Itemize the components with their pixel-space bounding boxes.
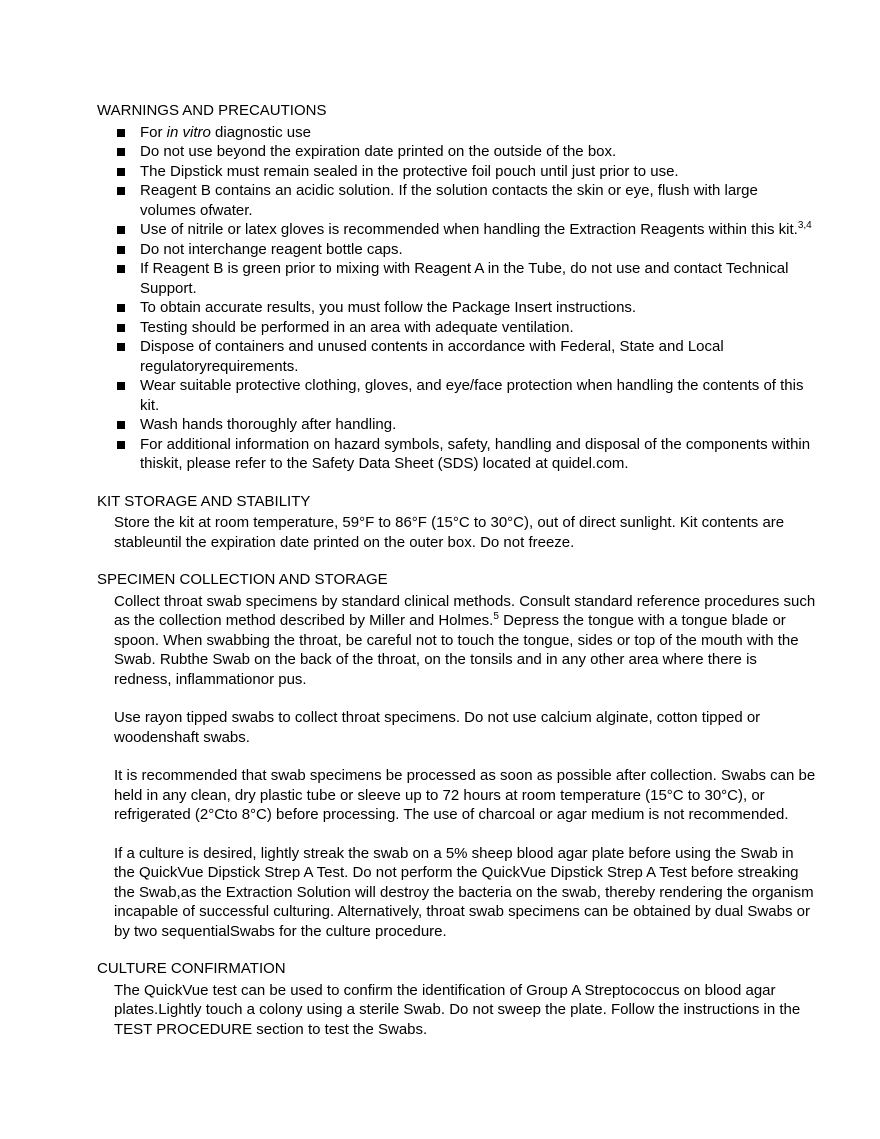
paragraph-part: Collect throat swab specimens by standard clinical methods. Consult standard reference procedures such as the collection method described by Miller and Holmes.	[114, 592, 816, 629]
square-bullet-icon	[117, 421, 125, 429]
list-item	[117, 435, 816, 474]
warnings-bullet-list	[97, 123, 816, 474]
bullet-text: Do not interchange reagent bottle caps.	[140, 240, 403, 258]
list-item	[117, 376, 816, 415]
bullet-text: Dispose of containers and unused contents in accordance with Federal, State and Local regulatoryrequirements.	[140, 338, 724, 375]
list-item	[117, 181, 816, 220]
square-bullet-icon	[117, 246, 125, 254]
bullet-text-part: diagnostic use	[210, 123, 311, 141]
section-culture	[97, 959, 816, 1039]
kit-storage-paragraph: Store the kit at room temperature, 59°F to 86°F (15°C to 30°C), out of direct sunlight. Kit contents are stableuntil the expiration date printed on the outer box. Do not freeze.	[114, 514, 785, 551]
square-bullet-icon	[117, 148, 125, 156]
section-kit-storage	[97, 492, 816, 553]
bullet-text-part: Use of nitrile or latex gloves is recommended when handling the Extraction Reagents within this kit.	[140, 221, 798, 238]
list-item	[117, 162, 816, 182]
bullet-text: The Dipstick must remain sealed in the protective foil pouch until just prior to use.	[140, 162, 679, 180]
section-warnings	[97, 101, 816, 474]
square-bullet-icon	[117, 226, 125, 234]
list-item	[117, 318, 816, 338]
footnote-reference: 3,4	[797, 220, 812, 231]
specimen-paragraph-3: It is recommended that swab specimens be processed as soon as possible after collection. Swabs can be held in any clean, dry plastic tube or sleeve up to 72 hours at room temperature (15°C to 30°C), or refrigerated (2°Cto 8°C) before processing. The use of charcoal or agar medium is not recommended.	[114, 767, 816, 823]
bullet-text-part: For	[140, 123, 167, 141]
list-item	[117, 298, 816, 318]
square-bullet-icon	[117, 382, 125, 390]
bullet-text: Do not use beyond the expiration date printed on the outside of the box.	[140, 143, 617, 160]
list-item	[117, 337, 816, 376]
bullet-text-italic: in vitro	[166, 123, 211, 141]
bullet-text: For additional information on hazard symbols, safety, handling and disposal of the components within thiskit, please refer to the Safety Data Sheet (SDS) located at quidel.com.	[140, 435, 811, 472]
list-item	[117, 240, 816, 260]
square-bullet-icon	[117, 324, 125, 332]
list-item	[117, 142, 816, 162]
list-item	[117, 123, 816, 143]
section-heading-warnings: WARNINGS AND PRECAUTIONS	[97, 102, 327, 119]
square-bullet-icon	[117, 304, 125, 312]
culture-paragraph: The QuickVue test can be used to confirm the identification of Group A Streptococcus on blood agar plates.Lightly touch a colony using a sterile Swab. Do not sweep the plate. Follow the instructions in the TEST PROCEDURE section to test the Swabs.	[114, 981, 801, 1038]
list-item	[117, 259, 816, 298]
square-bullet-icon	[117, 129, 125, 137]
square-bullet-icon	[117, 187, 125, 195]
footnote-reference: 5	[493, 611, 499, 622]
bullet-text	[140, 123, 816, 143]
bullet-text: Testing should be performed in an area with adequate ventilation.	[140, 318, 574, 336]
section-specimen	[97, 570, 816, 941]
square-bullet-icon	[117, 441, 125, 449]
list-item	[117, 415, 816, 435]
section-heading-culture: CULTURE CONFIRMATION	[97, 960, 286, 977]
bullet-text: If Reagent B is green prior to mixing with Reagent A in the Tube, do not use and contact Technical Support.	[140, 260, 789, 297]
specimen-paragraph-2: Use rayon tipped swabs to collect throat specimens. Do not use calcium alginate, cotton tipped or woodenshaft swabs.	[114, 709, 761, 746]
specimen-paragraph-1	[97, 592, 816, 690]
bullet-text: Reagent B contains an acidic solution. If the solution contacts the skin or eye, flush with large volumes ofwater.	[140, 182, 758, 219]
specimen-paragraph-4: If a culture is desired, lightly streak the swab on a 5% sheep blood agar plate before using the Swab in the QuickVue Dipstick Strep A Test. Do not perform the QuickVue Dipstick Strep A Test before streaking the Swab,as the Extraction Solution will destroy the bacteria on the swab, thereby rendering the organism incapable of successful culturing. Alternatively, throat swab specimens can be obtained by dual Swabs or by two sequentialSwabs for the culture procedure.	[114, 844, 814, 940]
bullet-text: Wash hands thoroughly after handling.	[140, 416, 397, 433]
square-bullet-icon	[117, 168, 125, 176]
section-heading-specimen: SPECIMEN COLLECTION AND STORAGE	[97, 571, 388, 588]
square-bullet-icon	[117, 265, 125, 273]
bullet-text: To obtain accurate results, you must follow the Package Insert instructions.	[140, 299, 637, 316]
square-bullet-icon	[117, 343, 125, 351]
list-item	[117, 220, 816, 240]
bullet-text	[140, 220, 816, 240]
section-heading-kit-storage: KIT STORAGE AND STABILITY	[97, 492, 311, 510]
bullet-text: Wear suitable protective clothing, gloves, and eye/face protection when handling the contents of this kit.	[140, 377, 804, 414]
paragraph-part: Depress the tongue with a tongue blade or spoon. When swabbing the throat, be careful not to touch the tongue, sides or top of the mouth with the Swab. Rubthe Swab on the back of the throat, on the tonsils and in any other area where there is redness, inflammationor pus.	[114, 612, 799, 688]
